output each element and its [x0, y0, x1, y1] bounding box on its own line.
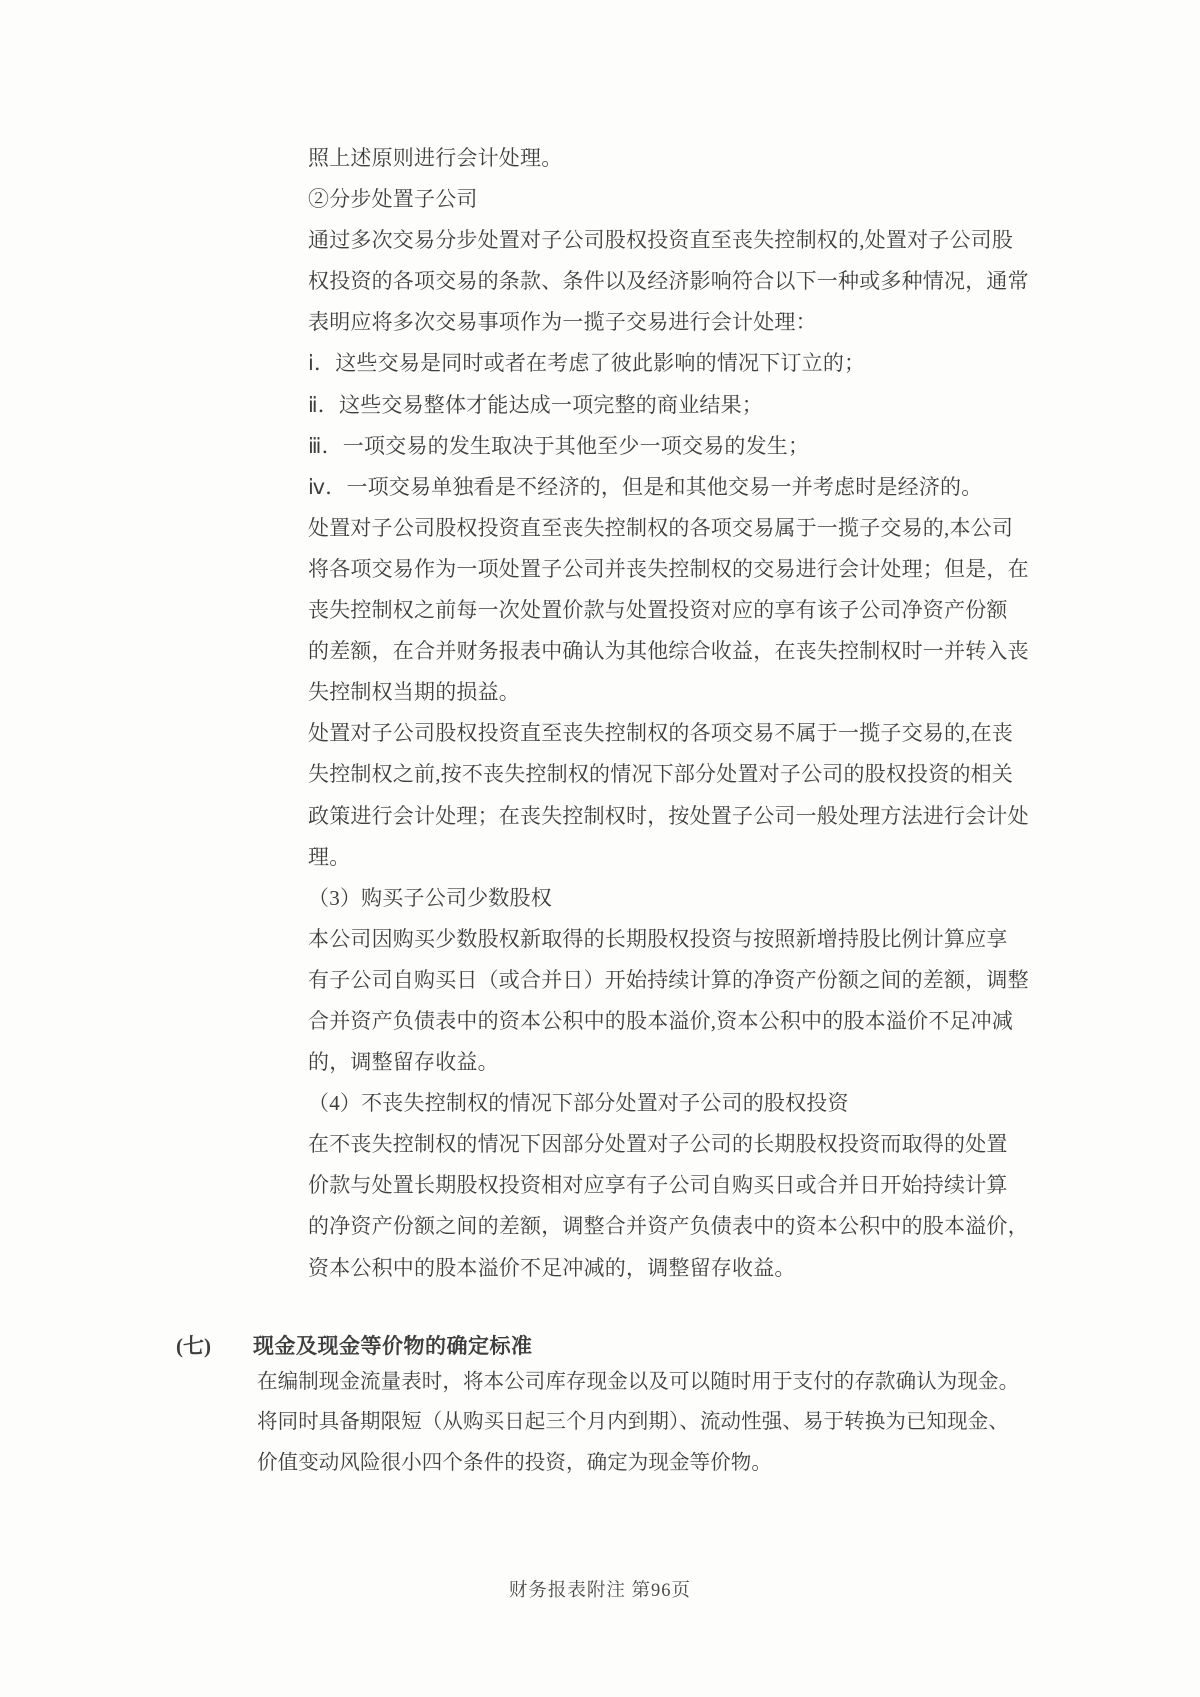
- section-seven-paragraph: [257, 1362, 1057, 1483]
- text-line: 权投资的各项交易的条款、条件以及经济影响符合以下一种或多种情况，通常: [308, 269, 1029, 294]
- text-line: 的差额，在合并财务报表中确认为其他综合收益，在丧失控制权时一并转入丧: [308, 639, 1029, 664]
- section-seven-number: (七): [176, 1334, 211, 1358]
- text-line: 资本公积中的股本溢价不足冲减的，调整留存收益。: [308, 1255, 796, 1280]
- text-line: 政策进行会计处理；在丧失控制权时，按处置子公司一般处理方法进行会计处: [308, 803, 1029, 828]
- text-line: 表明应将多次交易事项作为一揽子交易进行会计处理：: [308, 310, 817, 335]
- text-line: 处置对子公司股权投资直至丧失控制权的各项交易不属于一揽子交易的,在丧: [308, 721, 1014, 746]
- accounting-policy-text-block: [308, 138, 1048, 1289]
- text-line: 将各项交易作为一项处置子公司并丧失控制权的交易进行会计处理；但是，在: [308, 556, 1029, 581]
- text-line: ⅱ．这些交易整体才能达成一项完整的商业结果；: [308, 392, 764, 417]
- page-footer: 财务报表附注 第96页: [508, 1581, 692, 1601]
- text-line: 将同时具备期限短（从购买日起三个月内到期）、流动性强、易于转换为已知现金、: [257, 1411, 1009, 1434]
- text-line: ⅳ．一项交易单独看是不经济的，但是和其他交易一并考虑时是经济的。: [308, 474, 983, 499]
- text-line: 的净资产份额之间的差额，调整合并资产负债表中的资本公积中的股本溢价，: [308, 1214, 1029, 1239]
- text-line: 理。: [308, 844, 351, 869]
- text-line: 的，调整留存收益。: [308, 1050, 499, 1075]
- text-line: 价款与处置长期股权投资相对应享有子公司自购买日或合并日开始持续计算: [308, 1173, 1008, 1198]
- text-line: 处置对子公司股权投资直至丧失控制权的各项交易属于一揽子交易的,本公司: [308, 515, 1014, 540]
- text-line: 有子公司自购买日（或合并日）开始持续计算的净资产份额之间的差额，调整: [308, 967, 1029, 992]
- text-line: 在不丧失控制权的情况下因部分处置对子公司的长期股权投资而取得的处置: [308, 1132, 1008, 1157]
- text-line: ⅲ．一项交易的发生取决于其他至少一项交易的发生；: [308, 433, 810, 458]
- text-line: 合并资产负债表中的资本公积中的股本溢价,资本公积中的股本溢价不足冲减: [308, 1008, 1014, 1033]
- section-seven-heading: 现金及现金等价物的确定标准: [253, 1334, 533, 1358]
- text-line: 通过多次交易分步处置对子公司股权投资直至丧失控制权的,处置对子公司股: [308, 228, 1014, 253]
- text-line: 失控制权当期的损益。: [308, 680, 520, 705]
- text-line: 照上述原则进行会计处理。: [308, 146, 563, 170]
- text-line: 在编制现金流量表时，将本公司库存现金以及可以随时用于支付的存款确认为现金。: [257, 1371, 1020, 1393]
- text-line: ②分步处置子公司: [308, 187, 478, 212]
- text-line: 丧失控制权之前每一次处置价款与处置投资对应的享有该子公司净资产份额: [308, 598, 1008, 623]
- text-line: 失控制权之前,按不丧失控制权的情况下部分处置对子公司的股权投资的相关: [308, 762, 1014, 787]
- text-line: 本公司因购买少数股权新取得的长期股权投资与按照新增持股比例计算应享: [308, 926, 1008, 951]
- text-line: （4）不丧失控制权的情况下部分处置对子公司的股权投资: [308, 1091, 849, 1116]
- text-line: ⅰ．这些交易是同时或者在考虑了彼此影响的情况下订立的；: [308, 351, 866, 376]
- text-line: （3）购买子公司少数股权: [308, 885, 552, 910]
- text-line: 价值变动风险很小四个条件的投资，确定为现金等价物。: [257, 1451, 772, 1474]
